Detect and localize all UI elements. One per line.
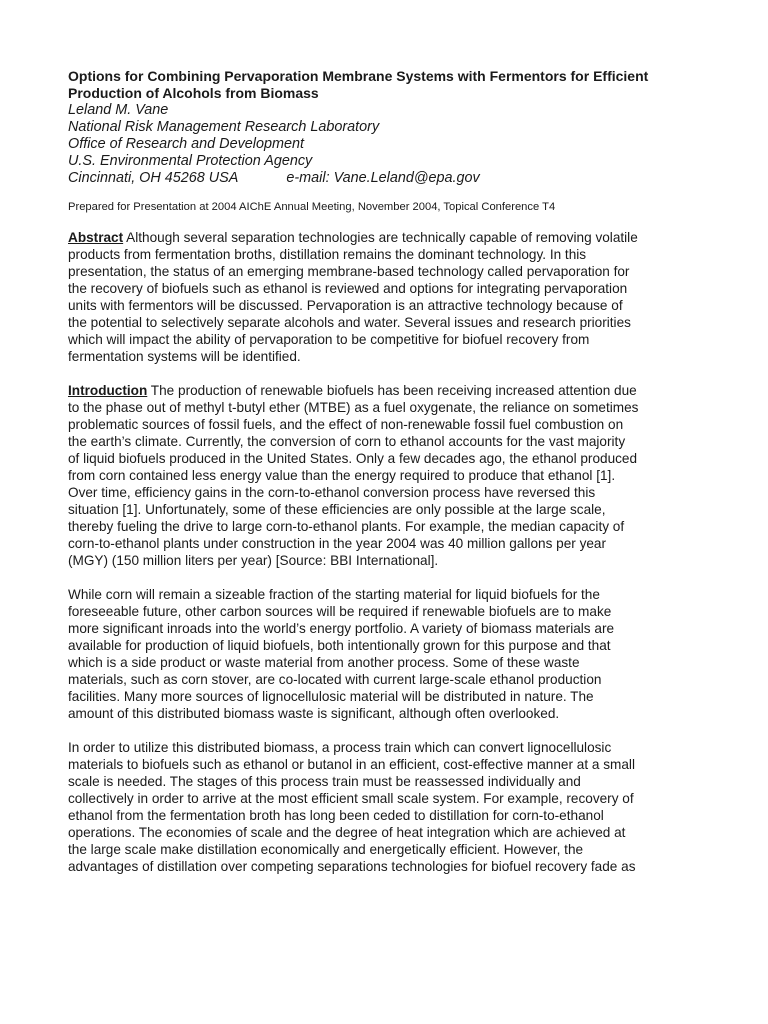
abstract-line: products from fermentation broths, distillation remains the dominant technology. In this	[68, 247, 587, 262]
body-line: materials, such as corn stover, are co-located with current large-scale ethanol production	[68, 672, 602, 687]
introduction-line: situation [1]. Unfortunately, some of these efficiencies are only possible at the large scale,	[68, 502, 606, 517]
body-line: materials to biofuels such as ethanol or butanol in an efficient, cost-effective manner at a small	[68, 757, 635, 772]
abstract-line: presentation, the status of an emerging membrane-based technology called pervaporation for	[68, 264, 630, 279]
body-line: available for production of liquid biofuels, both intentionally grown for this purpose and that	[68, 638, 611, 653]
abstract-line: units with fermentors will be discussed. Pervaporation is an attractive technology because of	[68, 298, 623, 313]
introduction-line: the earth’s climate. Currently, the conversion of corn to ethanol accounts for the vast majority	[68, 434, 626, 449]
introduction-first-line	[68, 382, 710, 399]
paper-title	[68, 68, 710, 102]
affiliation-line: National Risk Management Research Laboratory	[68, 119, 380, 135]
introduction-line: (MGY) (150 million liters per year) [Source: BBI International].	[68, 553, 439, 568]
abstract-line: the recovery of biofuels such as ethanol is reviewed and options for integrating pervaporation	[68, 281, 628, 296]
abstract-paragraph	[68, 229, 710, 365]
body-line: operations. The economies of scale and the degree of heat integration which are achieved at	[68, 825, 626, 840]
title-line: Production of Alcohols from Biomass	[68, 85, 319, 101]
author-city: Cincinnati, OH 45268 USA	[68, 170, 239, 186]
abstract-first-line	[68, 229, 710, 246]
introduction-paragraph	[68, 382, 710, 569]
body-line: In order to utilize this distributed biomass, a process train which can convert lignocellulosic	[68, 740, 612, 755]
body-line: more significant inroads into the world’s energy portfolio. A variety of biomass materials are	[68, 621, 615, 636]
presentation-note: Prepared for Presentation at 2004 AIChE Annual Meeting, November 2004, Topical Conference T4	[68, 201, 556, 213]
body-line: scale is needed. The stages of this process train must be reassessed individually and	[68, 774, 581, 789]
abstract-text: Although several separation technologies are technically capable of removing volatile	[123, 230, 638, 245]
body-line: collectively in order to arrive at the most efficient small scale system. For example, recovery of	[68, 791, 634, 806]
body-line: which is a side product or waste material from another process. Some of these waste	[68, 655, 580, 670]
author-block	[68, 102, 710, 187]
abstract-line: fermentation systems will be identified.	[68, 349, 301, 364]
introduction-heading: Introduction	[68, 383, 148, 398]
introduction-line: of liquid biofuels produced in the United States. Only a few decades ago, the ethanol produced	[68, 451, 638, 466]
body-line: facilities. Many more sources of lignocellulosic material will be distributed in nature. The	[68, 689, 594, 704]
introduction-text: The production of renewable biofuels has been receiving increased attention due	[147, 383, 637, 398]
title-line: Options for Combining Pervaporation Membrane Systems with Fermentors for Efficient	[68, 68, 649, 84]
body-line: foreseeable future, other carbon sources will be required if renewable biofuels are to make	[68, 604, 612, 619]
abstract-heading: Abstract	[68, 230, 124, 245]
abstract-line: the potential to selectively separate alcohols and water. Several issues and research priorities	[68, 315, 631, 330]
author-name: Leland M. Vane	[68, 102, 169, 118]
body-line: the large scale make distillation economically and energetically efficient. However, the	[68, 842, 584, 857]
address-line	[68, 170, 710, 187]
introduction-line: thereby fueling the drive to large corn-to-ethanol plants. For example, the median capacity of	[68, 519, 625, 534]
body-paragraph-3	[68, 739, 710, 875]
author-email: e-mail: Vane.Leland@epa.gov	[286, 170, 480, 186]
body-paragraph-2	[68, 586, 710, 722]
body-line: advantages of distillation over competing separations technologies for biofuel recovery fade as	[68, 859, 636, 874]
body-line: While corn will remain a sizeable fraction of the starting material for liquid biofuels for the	[68, 587, 600, 602]
introduction-line: problematic sources of fossil fuels, and the effect of non-renewable fossil fuel combustion on	[68, 417, 624, 432]
document-page	[68, 68, 710, 875]
introduction-line: from corn contained less energy value than the energy required to produce that ethanol [1].	[68, 468, 616, 483]
body-line: ethanol from the fermentation broth has long been ceded to distillation for corn-to-ethanol	[68, 808, 604, 823]
affiliation-line: U.S. Environmental Protection Agency	[68, 153, 313, 169]
introduction-line: corn-to-ethanol plants under construction in the year 2004 was 40 million gallons per year	[68, 536, 607, 551]
abstract-line: which will impact the ability of pervaporation to be competitive for biofuel recovery from	[68, 332, 590, 347]
affiliation-line: Office of Research and Development	[68, 136, 304, 152]
body-line: amount of this distributed biomass waste is significant, although often overlooked.	[68, 706, 560, 721]
introduction-line: Over time, efficiency gains in the corn-to-ethanol conversion process have reversed this	[68, 485, 596, 500]
introduction-line: to the phase out of methyl t-butyl ether (MTBE) as a fuel oxygenate, the reliance on sometimes	[68, 400, 639, 415]
